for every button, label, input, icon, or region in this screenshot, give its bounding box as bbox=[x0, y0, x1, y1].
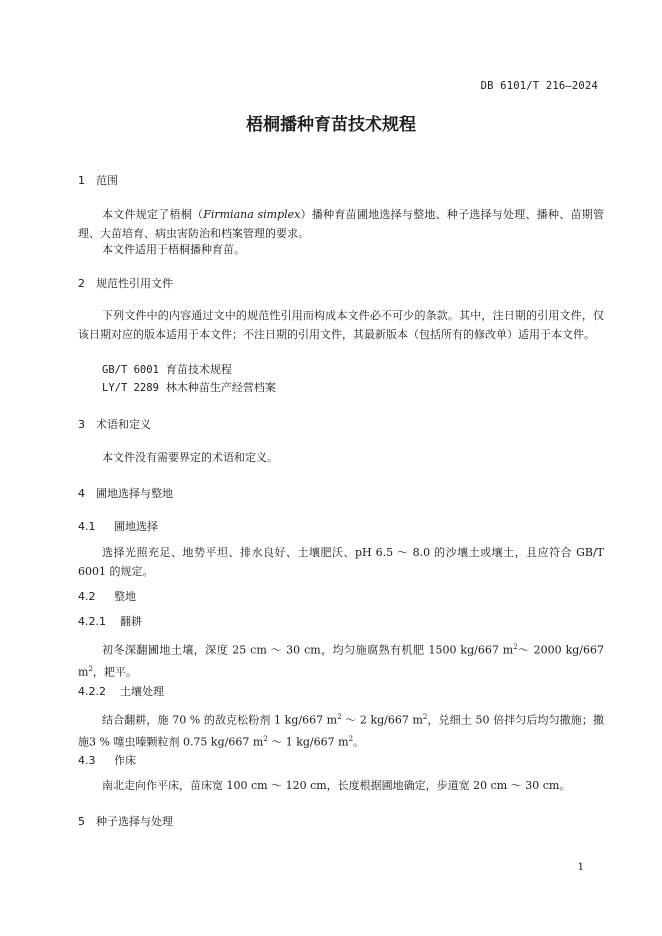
section-3-heading bbox=[78, 416, 151, 432]
section-3-paragraph-1: 本文件没有需要界定的术语和定义。 bbox=[102, 451, 278, 464]
latin-name: Firmiana simplex bbox=[203, 208, 301, 221]
section-number: 1 bbox=[78, 174, 85, 187]
section-title: 种子选择与处理 bbox=[96, 815, 173, 828]
document-code: DB 6101/T 216—2024 bbox=[480, 80, 598, 92]
section-4-2-1-paragraph bbox=[78, 638, 604, 681]
section-4-2-2-paragraph bbox=[78, 708, 604, 751]
section-number: 4.2.1 bbox=[78, 615, 106, 628]
text: ）播种育苗圃地选择与整地、种子选择与处理、播种、苗期管理、大苗培育、病虫害防治和档案管理的要求。 bbox=[78, 208, 605, 240]
section-number: 4.2 bbox=[78, 590, 96, 603]
superscript: 2 bbox=[88, 664, 93, 673]
section-title: 土壤处理 bbox=[120, 685, 164, 698]
reference-2 bbox=[102, 378, 276, 398]
text: 本文件规定了梧桐（ bbox=[102, 208, 204, 221]
section-number: 4.2.2 bbox=[78, 685, 106, 698]
section-4-3-paragraph: 南北走向作平床，苗床宽 100 cm ～ 120 cm，长度根据圃地确定，步道宽 20 cm ～ 30 cm。 bbox=[102, 779, 571, 792]
section-title: 整地 bbox=[114, 590, 136, 603]
section-title: 术语和定义 bbox=[96, 418, 151, 431]
section-2-heading bbox=[78, 275, 173, 291]
document-title: 梧桐播种育苗技术规程 bbox=[246, 115, 416, 135]
section-title: 翻耕 bbox=[120, 615, 142, 628]
section-4-1-heading bbox=[78, 518, 158, 534]
text: 。 bbox=[353, 735, 365, 749]
text: ，耙平。 bbox=[92, 665, 137, 679]
section-1-paragraph-1 bbox=[78, 205, 604, 243]
section-4-3-heading bbox=[78, 752, 136, 768]
section-4-heading bbox=[78, 485, 173, 501]
section-number: 4 bbox=[78, 487, 85, 500]
section-number: 2 bbox=[78, 277, 85, 290]
section-title: 圃地选择与整地 bbox=[96, 487, 173, 500]
text: ，兑细土 50 倍拌匀后均匀撒施；撒施3 % 噻虫嗪颗粒剂 0.75 kg/667 m bbox=[78, 713, 604, 749]
reference-code: LY/T 2289 bbox=[102, 382, 159, 394]
section-number: 5 bbox=[78, 815, 85, 828]
text: 初冬深翻圃地土壤，深度 25 cm ～ 30 cm，均匀施腐熟有机肥 1500 kg/667 m bbox=[102, 643, 514, 657]
section-4-2-1-heading bbox=[78, 613, 142, 629]
reference-code: GB/T 6001 bbox=[102, 364, 159, 376]
superscript: 2 bbox=[348, 734, 354, 743]
reference-name: 育苗技术规程 bbox=[165, 363, 232, 376]
section-2-paragraph-1: 下列文件中的内容通过文中的规范性引用而构成本文件必不可少的条款。其中，注日期的引用文件，仅该日期对应的版本适用于本文件；不注日期的引用文件，其最新版本（包括所有的修改单）适用于本文件。 bbox=[78, 309, 604, 341]
section-4-1-paragraph: 选择光照充足、地势平坦、排水良好、土壤肥沃、pH 6.5 ～ 8.0 的沙壤土或壤土，且应符合 GB/T 6001 的规定。 bbox=[78, 546, 604, 578]
text: ～ 1 kg/667 m bbox=[267, 735, 349, 749]
section-1-paragraph-2: 本文件适用于梧桐播种育苗。 bbox=[102, 243, 245, 256]
superscript: 2 bbox=[263, 734, 268, 743]
superscript: 2 bbox=[513, 643, 518, 651]
page-number: 1 bbox=[577, 862, 584, 873]
text: 结合翻耕，施 70 % 的敌克松粉剂 1 kg/667 m bbox=[102, 713, 338, 727]
section-title: 范围 bbox=[96, 174, 118, 187]
section-title: 作床 bbox=[114, 754, 136, 767]
superscript: 2 bbox=[337, 713, 342, 721]
reference-name: 林木种苗生产经营档案 bbox=[165, 381, 276, 394]
section-4-2-2-heading bbox=[78, 683, 164, 699]
section-title: 圃地选择 bbox=[114, 520, 158, 533]
text: ～ 2000 kg/667 m bbox=[78, 643, 604, 679]
superscript: 2 bbox=[422, 713, 428, 721]
section-1-heading bbox=[78, 172, 118, 188]
section-title: 规范性引用文件 bbox=[96, 277, 173, 290]
section-number: 4.3 bbox=[78, 754, 96, 767]
section-4-2-heading bbox=[78, 588, 136, 604]
section-number: 3 bbox=[78, 418, 85, 431]
text: ～ 2 kg/667 m bbox=[341, 713, 423, 727]
section-number: 4.1 bbox=[78, 520, 96, 533]
reference-1 bbox=[102, 360, 232, 380]
section-5-heading bbox=[78, 813, 173, 829]
